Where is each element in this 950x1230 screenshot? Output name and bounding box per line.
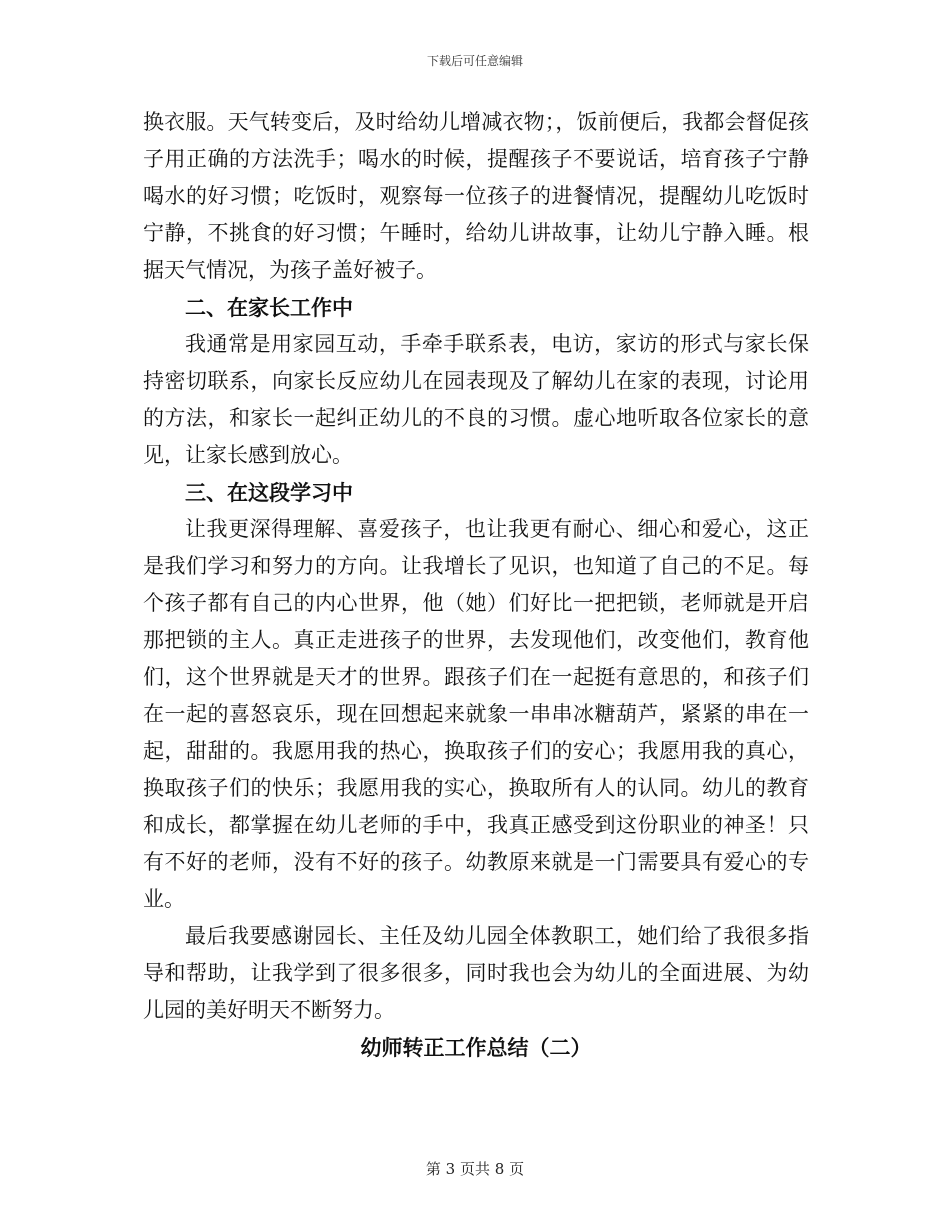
page-header: 下载后可任意编辑 — [426, 54, 523, 68]
document-body — [143, 104, 809, 1066]
page-footer: 第 3 页共 8 页 — [425, 1160, 525, 1178]
paragraph-2: 我通常是用家园互动，手牵手联系表，电访，家访的形式与家长保持密切联系，向家长反应幼儿在园表现及了解幼儿在家的表现，讨论用的方法，和家长一起纠正幼儿的不良的习惯。虚心地听取各位家长的意见，让家长感到放心。 — [143, 332, 809, 467]
section-heading-parents: 二、在家长工作中 — [185, 295, 353, 320]
paragraph-3: 让我更深得理解、喜爱孩子，也让我更有耐心、细心和爱心，这正是我们学习和努力的方向。让我增长了见识，也知道了自己的不足。每个孩子都有自己的内心世界，他（她）们好比一把把锁，老师就是开启那把锁的主人。真正走进孩子的世界，去发现他们，改变他们，教育他们，这个世界就是天才的世界。跟孩子们在一起挺有意思的，和孩子们在一起的喜怒哀乐，现在回想起来就象一串串冰糖葫芦，紧紧的串在一起，甜甜的。我愿用我的热心，换取孩子们的安心；我愿用我的真心，换取孩子们的快乐；我愿用我的实心，换取所有人的认同。幼儿的教育和成长，都掌握在幼儿老师的手中，我真正感受到这份职业的神圣！只有不好的老师，没有不好的孩子。幼教原来就是一门需要具有爱心的专业。 — [143, 517, 809, 911]
paragraph-1: 换衣服。天气转变后，及时给幼儿增减衣物；，饭前便后，我都会督促孩子用正确的方法洗手；喝水的时候，提醒孩子不要说话，培育孩子宁静喝水的好习惯；吃饭时，观察每一位孩子的进餐情况，提醒幼儿吃饭时宁静，不挑食的好习惯；午睡时，给幼儿讲故事，让幼儿宁静入睡。根据天气情况，为孩子盖好被子。 — [143, 110, 809, 282]
document-section-title: 幼师转正工作总结（二） — [360, 1035, 592, 1060]
paragraph-4: 最后我要感谢园长、主任及幼儿园全体教职工，她们给了我很多指导和帮助，让我学到了很多很多，同时我也会为幼儿的全面进展、为幼儿园的美好明天不断努力。 — [143, 924, 809, 1022]
section-heading-study: 三、在这段学习中 — [185, 480, 353, 505]
